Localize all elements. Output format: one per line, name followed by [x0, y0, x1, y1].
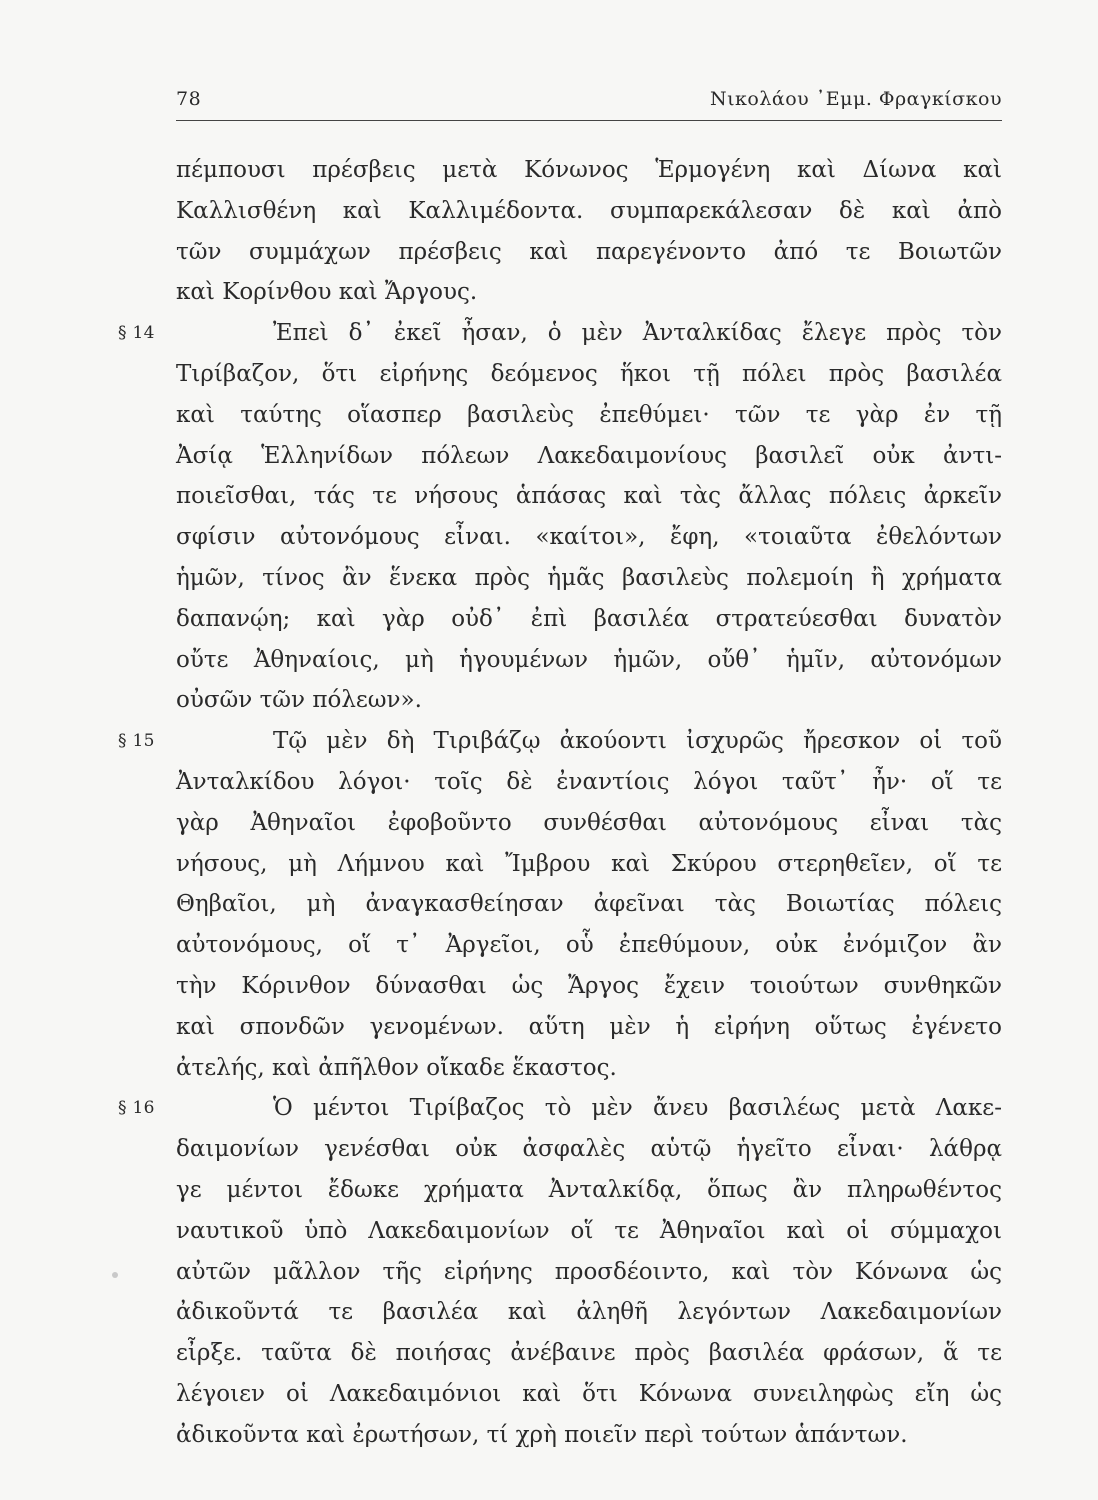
- text-line: ναυτικοῦ ὑπὸ Λακεδαιμονίων οἵ τε Ἀθηναῖοι καὶ οἱ σύμμαχοι: [176, 1217, 1002, 1244]
- text-line: νήσους, μὴ Λήμνου καὶ Ἴμβρου καὶ Σκύρου στερηθεῖεν, οἵ τε: [176, 850, 1002, 877]
- text-line: Ἐπεὶ δ᾿ ἐκεῖ ἦσαν, ὁ μὲν Ἀνταλκίδας ἔλεγε πρὸς τὸν: [273, 320, 1002, 347]
- main-text: [118, 150, 1002, 1456]
- text-line: ἀτελής, καὶ ἀπῆλθον οἴκαδε ἕκαστος.: [176, 1054, 617, 1081]
- section-number-16: § 16: [118, 1098, 155, 1119]
- text-line: Ὁ μέντοι Τιρίβαζος τὸ μὲν ἄνευ βασιλέως μετὰ Λακε-: [273, 1095, 1002, 1122]
- text-line: οὔτε Ἀθηναίοις, μὴ ἡγουμένων ἡμῶν, οὔθ᾿ ἡμῖν, αὐτονόμων: [176, 646, 1002, 673]
- text-line: καὶ σπονδῶν γενομένων. αὕτη μὲν ἡ εἰρήνη οὕτως ἐγένετο: [176, 1013, 1002, 1040]
- text-line: δαπανῴη; καὶ γὰρ οὐδ᾿ ἐπὶ βασιλέα στρατεύεσθαι δυνατὸν: [176, 605, 1002, 632]
- running-head-title: Νικολάου ᾿Εμμ. Φραγκίσκου: [709, 88, 1002, 110]
- text-line: αὐτῶν μᾶλλον τῆς εἰρήνης προσδέοιντο, καὶ τὸν Κόνωνα ὡς: [176, 1258, 1002, 1285]
- text-line: εἶρξε. ταῦτα δὲ ποιήσας ἀνέβαινε πρὸς βασιλέα φράσων, ἅ τε: [176, 1340, 1002, 1367]
- paragraph-15: [118, 721, 1002, 762]
- text-line: οὐσῶν τῶν πόλεων».: [176, 687, 422, 714]
- text-line: Τιρίβαζον, ὅτι εἰρήνης δεόμενος ἥκοι τῇ πόλει πρὸς βασιλέα: [176, 360, 1002, 387]
- text-line: ἡμῶν, τίνος ἂν ἕνεκα πρὸς ἡμᾶς βασιλεὺς πολεμοίη ἢ χρήματα: [176, 564, 1002, 591]
- text-line: ἀδικοῦντά τε βασιλέα καὶ ἀληθῆ λεγόντων Λακεδαιμονίων: [176, 1299, 1002, 1326]
- text-line: ἀδικοῦντα καὶ ἐρωτήσων, τί χρὴ ποιεῖν περὶ τούτων ἁπάντων.: [176, 1421, 908, 1448]
- text-line: ποιεῖσθαι, τάς τε νήσους ἁπάσας καὶ τὰς ἄλλας πόλεις ἀρκεῖν: [176, 483, 1002, 510]
- paragraph-16: [118, 1088, 1002, 1129]
- text-line: Ἀσίᾳ Ἑλληνίδων πόλεων Λακεδαιμονίους βασιλεῖ οὐκ ἀντι-: [176, 442, 1002, 469]
- text-line: Καλλισθένη καὶ Καλλιμέδοντα. συμπαρεκάλεσαν δὲ καὶ ἀπὸ: [176, 197, 1002, 224]
- text-line: Θηβαῖοι, μὴ ἀναγκασθείησαν ἀφεῖναι τὰς Βοιωτίας πόλεις: [176, 891, 1002, 918]
- text-line: πέμπουσι πρέσβεις μετὰ Κόνωνος Ἑρμογένη καὶ Δίωνα καὶ: [176, 157, 1002, 183]
- text-line: λέγοιεν οἱ Λακεδαιμόνιοι καὶ ὅτι Κόνωνα συνειληφὼς εἴη ὡς: [176, 1380, 1002, 1407]
- text-line: γὰρ Ἀθηναῖοι ἐφοβοῦντο συνθέσθαι αὐτονόμους εἶναι τὰς: [176, 809, 1002, 836]
- section-number-14: § 14: [118, 323, 155, 344]
- text-line: καὶ ταύτης οἵασπερ βασιλεὺς ἐπεθύμει· τῶν τε γὰρ ἐν τῇ: [176, 401, 1002, 428]
- margin-dot-mark: [112, 1272, 118, 1278]
- text-line: τὴν Κόρινθον δύνασθαι ὡς Ἄργος ἔχειν τοιούτων συνθηκῶν: [176, 972, 1002, 999]
- text-line: καὶ Κορίνθου καὶ Ἄργους.: [176, 279, 478, 306]
- text-line: τῶν συμμάχων πρέσβεις καὶ παρεγένοντο ἀπό τε Βοιωτῶν: [176, 238, 1002, 265]
- text-line: δαιμονίων γενέσθαι οὐκ ἀσφαλὲς αὑτῷ ἡγεῖτο εἶναι· λάθρᾳ: [176, 1136, 1002, 1163]
- paragraph-14: [118, 313, 1002, 354]
- text-line: Ἀνταλκίδου λόγοι· τοῖς δὲ ἐναντίοις λόγοι ταῦτ᾿ ἦν· οἵ τε: [176, 768, 1002, 795]
- text-line: σφίσιν αὐτονόμους εἶναι. «καίτοι», ἔφη, «τοιαῦτα ἐθελόντων: [176, 524, 1002, 551]
- running-header: [176, 86, 1002, 121]
- section-number-15: § 15: [118, 731, 155, 752]
- text-line: Τῷ μὲν δὴ Τιριβάζῳ ἀκούοντι ἰσχυρῶς ἤρεσκον οἱ τοῦ: [273, 728, 1002, 755]
- page-number: 78: [176, 88, 202, 110]
- text-line: αὐτονόμους, οἵ τ᾿ Ἀργεῖοι, οὗ ἐπεθύμουν, οὐκ ἐνόμιζον ἂν: [176, 932, 1002, 959]
- text-line: γε μέντοι ἔδωκε χρήματα Ἀνταλκίδᾳ, ὅπως ἂν πληρωθέντος: [176, 1176, 1002, 1203]
